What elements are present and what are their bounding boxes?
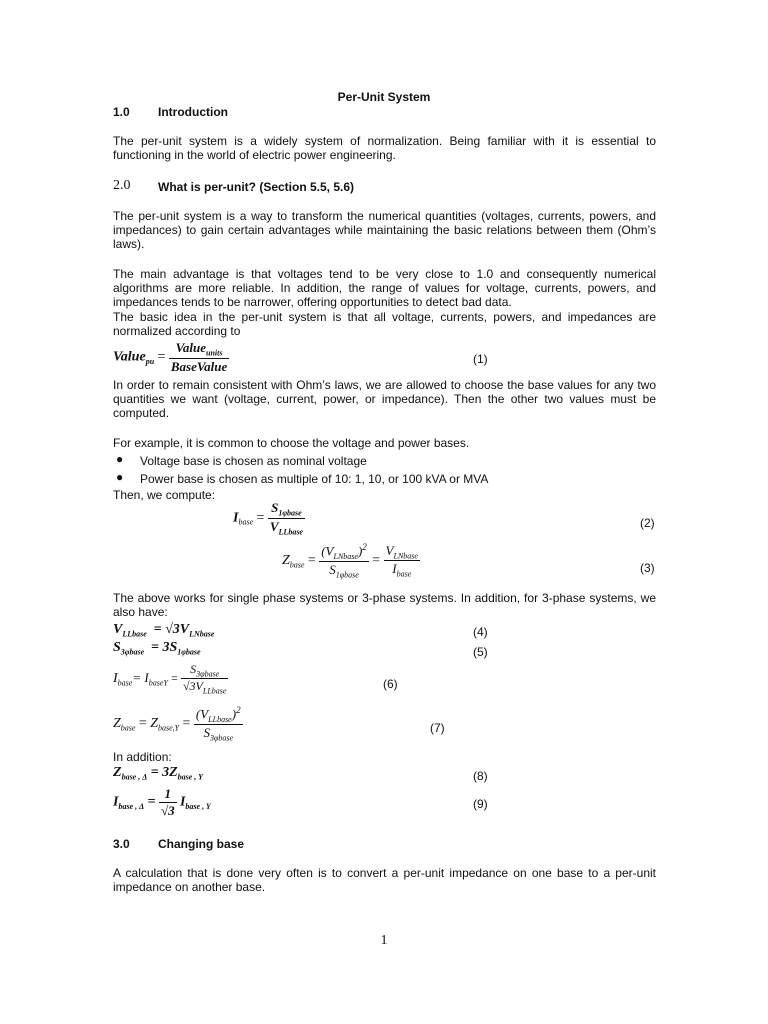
paragraph-definition: The per-unit system is a way to transform the numerical quantities (voltages, currents, powers, and impedances) to gain certain advantages while maintaining the basic relations between them (Ohm’s laws). (113, 209, 656, 251)
paragraph-changing-base: A calculation that is done very often is to convert a per-unit impedance on one base to a per-unit impedance on another base. (113, 866, 656, 894)
equation-4: $V_{LLbase} = √3V_{LNbase}$ (113, 622, 215, 639)
bullet-item-2: Power base is chosen as multiple of 10: 1, 10, or 100 kVA or MVA (140, 472, 489, 486)
equation-6-number: (6) (383, 677, 398, 691)
paragraph-basic-idea: The basic idea in the per-unit system is that all voltage, currents, powers, and impedances are normalized according to (113, 310, 656, 338)
then-text: Then, we compute: (113, 488, 216, 502)
equation-9: $I_{base , \Delta}$ = $\frac{1}{√3}$ $I_{base , Y}$ (113, 786, 211, 818)
bullet-item-1: Voltage base is chosen as nominal voltage (140, 454, 367, 468)
in-addition-text: In addition: (113, 750, 172, 764)
equation-1-number: (1) (473, 352, 488, 366)
section-3-title: Changing base (158, 837, 245, 851)
equation-6: $I_{base}= I_{baseY}$ = $\frac{S_{3\varphi base}}{√3V_{LLbase}}$ (113, 662, 227, 696)
equation-4-number: (4) (473, 625, 488, 639)
page-title: Per-Unit System (337, 90, 431, 104)
page-number: 1 (380, 933, 388, 948)
equation-8-number: (8) (473, 769, 488, 783)
equation-3-number: (3) (640, 561, 655, 575)
equation-2-number: (2) (640, 516, 655, 530)
section-1-number: 1.0 (113, 105, 130, 119)
section-1-title: Introduction (158, 105, 228, 119)
bullet-dot-1: ● (116, 452, 124, 466)
equation-5: $S_{3\varphi base} = 3S_{1\varphi base}$ (113, 640, 201, 657)
equation-7-number: (7) (430, 721, 445, 735)
equation-2: $I_{base}$ = $\frac{S_{1\varphi base}}{V_{LLbase}}$ (233, 500, 303, 537)
equation-7: $Z_{base} = Z_{base,Y}$ = $\frac{(V_{LLbase})^2}{S_{3\varphi base}}$ (113, 705, 241, 743)
equation-5-number: (5) (473, 645, 488, 659)
equation-1: Value$_{pu}$ = $\frac{Value_{units}}{\text{BaseValue}}$ (113, 340, 228, 374)
paragraph-example: For example, it is common to choose the voltage and power bases. (113, 436, 470, 450)
section-2-number: 2.0 (113, 178, 131, 193)
paragraph-three-phase: The above works for single phase systems or 3-phase systems. In addition, for 3-phase systems, we also have: (113, 591, 656, 619)
equation-3: $Z_{base}$ = $\frac{(V_{LNbase})^2}{S_{1\varphi base}}$ = $\frac{V_{LNbase}}{I_{base}}$ (282, 542, 418, 580)
section-3-number: 3.0 (113, 837, 130, 851)
equation-8: $Z_{base , \Delta} = 3Z_{base , Y}$ (113, 765, 204, 782)
paragraph-advantage: The main advantage is that voltages tend to be very close to 1.0 and consequently numerical algorithms are more reliable. In addition, the range of values for voltage, currents, powers, and impedances tends to be narrower, offering opportunities to detect bad data. (113, 267, 656, 309)
paragraph-ohms-law: In order to remain consistent with Ohm’s laws, we are allowed to choose the base values for any two quantities we want (voltage, current, power, or impedance). Then the other two values must be computed. (113, 378, 656, 420)
section-2-title: What is per-unit? (Section 5.5, 5.6) (158, 180, 355, 194)
bullet-dot-2: ● (116, 470, 124, 484)
equation-9-number: (9) (473, 797, 488, 811)
paragraph-intro: The per-unit system is a widely system of normalization. Being familiar with it is essential to functioning in the world of electric power engineering. (113, 134, 656, 162)
